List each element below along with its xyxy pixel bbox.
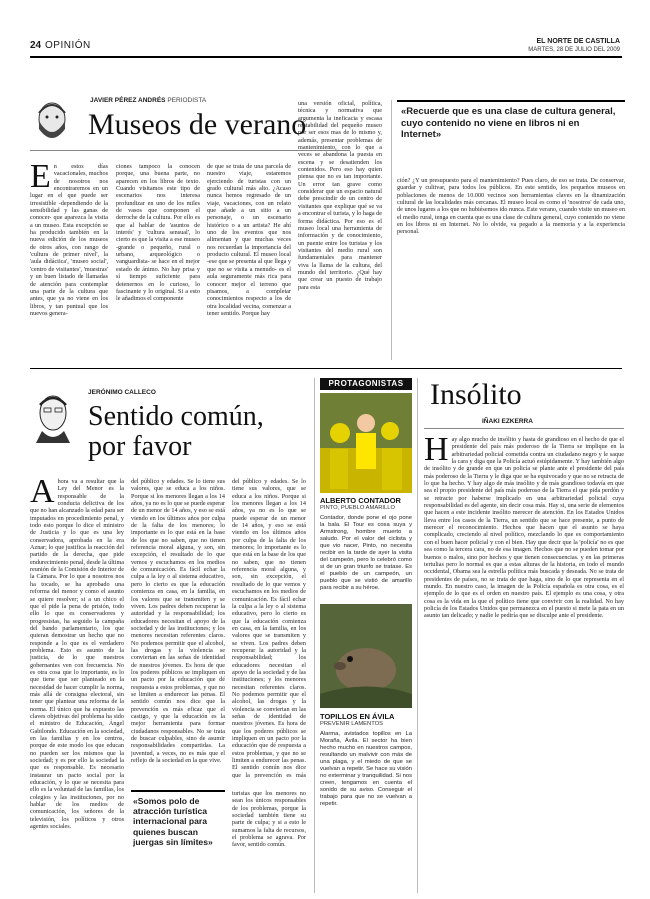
article-column-text: n estos días vacacionales, muchos de nosotros nos encontraremos en un lugar en el que puede ser irresistible -dependiendo de la sensibilidad y las ganas de conocer- que aparezca la visita a un museo. Esta excepción se ha producido también en la nueva edición de los museos de otros años, con rango de 'cultura de primer nivel', la 'aula didáctica', 'museo social', 'centro de visitantes', 'muestras' y un buen listado de llamadas de atención para contemplar una parte de la cultura que antes, que ya no viene en los libros, y tan puntual que los nuevos genera- [30, 163, 108, 317]
column-divider [417, 378, 418, 893]
article-column [424, 436, 624, 891]
article-column: ción? ¿Y un presupuesto para el mantenimiento? Pues claro, de eso se trata. De conservar, guardar y cultivar, para todos los públicos. En este sentido, los pequeños museos en poblaciones de menos de 10.000 vecinos son herramientas claves en la dinamización cultural de las localidades más cercanas. El museo local es como el 'nosotros' de cada uno, de unos lugares a los que no hubiésemos ido nunca. Este verano, cuando visite un museo en el medio rural, tenga en cuenta que es una clase de cultura general, cuyo contenido no viene en los libros ni en Internet. No lo olvide, va pegado a la memoria y a la experiencia personal. [397, 177, 625, 236]
page-number: 24 [30, 40, 42, 51]
author-name-text: JAVIER PÉREZ ANDRÉS [90, 97, 166, 104]
article-column [30, 163, 108, 361]
section-label: OPINIÓN [45, 40, 91, 51]
newspaper-name: EL NORTE DE CASTILLA [536, 38, 620, 45]
pull-quote: «Somos polo de atracción turística internacional para quienes buscan juergas sin límites» [133, 796, 223, 847]
header-rule [30, 56, 622, 58]
protagonistas-banner: PROTAGONISTAS [320, 378, 412, 390]
portrait-sketch-icon [30, 95, 74, 147]
article-title: Insólito [430, 378, 522, 411]
protagonist-name: ALBERTO CONTADOR [320, 496, 401, 505]
article-title [88, 402, 264, 462]
dropcap: A [30, 478, 55, 510]
dropcap: H [424, 436, 449, 468]
portrait-sketch-icon [30, 387, 76, 443]
article-title: Museos de verano [88, 108, 307, 141]
pull-quote-box [131, 790, 225, 890]
photo-topillo [320, 604, 412, 708]
title-underline [424, 428, 624, 429]
article-column: una versión oficial, política, técnica y normativa que argumenta la ineficacia y escasa rentabilidad del pequeño museo por ser esos mas de lo mismo y, además, presentar problemas de mantenimiento, con lo que a veces se abandona la puesta en escena y se desatienden los contenidos. Pero eso hay quien piensa que no es tan importante. Un error tan grave como considerar que un espacio natural debe prescindir de un centro de visitantes que explique qué se va a encontrar el turista, y lo haga de forma didáctica. Por eso es el museo local una herramienta de información y de conocimiento, un puente entre los turistas y los visitantes del medio rural son fundamentales para mantener viva la llama de la cultura, del mundo del territorio. ¿Qué hay que crear un puesto de trabajo para esta [298, 100, 382, 291]
author-name [90, 97, 206, 104]
vole-photo-icon [320, 604, 412, 708]
column-divider [314, 378, 315, 893]
title-line: por favor [88, 431, 192, 462]
cyclist-photo-icon [320, 393, 412, 493]
author-portrait-jc [30, 387, 76, 443]
article-column: del público y edades. Se lo tiene sus valores, que se educa a los niños. Porque si los menores llegan a los 14 años, ya no es lo que se puede esperar de un menor de 14 años, y eso se está viendo en los últimos años por culpa de la falta de los menores; lo importante es lo que está en la base de los que no saben, que no tienen referencia moral alguna, y son, sin excepción, el resultado de lo que vemos y escuchamos en los medios de comunicación. Es fácil echar la culpa a la ley o al sistema educativo, pero lo cierto es que la educación comienza en casa, en la familia, en los valores que se transmiten y se viven. Los padres deben recuperar la autoridad y la responsabilidad; los educadores necesitan el apoyo de la sociedad y de las instituciones; y los menores necesitan referentes claros. No podemos permitir que el alcohol, las drogas y la violencia se conviertan en las señas de identidad de nuestros jóvenes. Es hora de que los poderes públicos se impliquen en un pacto por la educación que dé respuesta a estos problemas, y que no se limiten a endurecer las penas. El sentido común nos dice que la prevención es más eficaz que el castigo, y que la educación es la mejor herramienta para formar ciudadanos responsables. No se trata de buscar culpables, sino de asumir responsabilidades compartidas. La juventud, a veces, no es más que el reflejo de la sociedad en la que vive. [131, 478, 225, 765]
dropcap: E [30, 163, 51, 195]
protagonist-text: Alarma, avistados topillos en La Moraña, Ávila. El sector ha bien hecho mucho en nuestros campos, resultando un malvivir con más de una plaga, y el miedo de que se vuelvan a repetir. Se hace su visión no exterminar y tranquilidad. Si nos creen, tengamos en cuenta el sonido de su aviso. Conseguir el trabajo para que no se vuelvan a repetir. [320, 731, 412, 807]
article-column-text: hora va a resultar que la Ley del Menor es la responsable de la conducta delictiva de los que no han alcanzado la edad para ser imputados en procedimiento penal, y todo esto porque lo dice el ministro de Justicia y lo que es una ley conservadora, aprobada en la era Aznar; lo que justifica la reacción del partido de la derecha, que pide endurecimiento penal, desde la última reunión de la Comisión de Interior de la Cámara. Por lo que a nosotros nos ha tocado, se ha aprobado una reforma del menor y como el asunto se quiere resolver; si a un chico el que el pide la pena de prisión, todo ello lo que es conservadores y progresistas, ha seguido la campaña del bando parlamentario, los que quieran demostrar un hecho que no responde a lo que es el verdadero problema. Esto es asunto de la justicia, de lo que nuestros gobernantes ven con frecuencia. No es otra cosa que lo importante, es lo que tiene que ser planteado en la necesidad de hacer cumplir la norma, más allá de consigna electoral, sin tener que plantear una reforma de la norma. El único que ha expuesto las claves objetivas del problema ha sido el ministro de Educación, Ángel Gabilondo. Educación en la sociedad, en las familias y en los centros, porque de este modo los que educan no pueden ser los mismos que la sociedad; y es por ello la sociedad la que es responsable. Es necesario instaurar un pacto social por la educación, y lo que se necesita para ello es la voluntad de las familias, los colegios y las instituciones, por no hablar de los medios de comunicación, los señores de la televisión, los políticos y otros agentes sociales. [30, 478, 124, 831]
article-column: ciones tampoco la conocen porque, una buena parte, no aparecen en los libros de texto. Cuando visitamos este tipo de escenarios nos interesa profundizar en uno de los miles de vasos que componen el derroche de la cultura. Por ello es que al hablar de 'asuntos de interés' y 'cultura sensual', lo cierto es que la visita a ese museo -grande o pequeño, rural o urbano, arqueológico o vanguardista- se hace en el mejor estado de ánimo. No hay prisa y sí tiempo suficiente para detenernos en lo curioso, lo fascinante y lo original. Si a esto le añadimos el componente [116, 163, 200, 303]
author-role: PERIODISTA [167, 97, 207, 104]
column-divider [391, 100, 392, 360]
article-column-filler: del público y edades. Se lo tiene sus valores, que se educa a los niños. Porque si los menores llegan a los 14 años, ya no es lo que se puede esperar de un menor de 14 años, y eso se está viendo en los últimos años por culpa de la falta de los menores; lo importante es lo que está en la base de los que no saben, que no tienen referencia moral alguna, y son, sin excepción, el resultado de lo que vemos y escuchamos en los medios de comunicación. Es fácil echar la culpa a la ley o al sistema educativo, pero lo cierto es que la educación comienza en casa, en la familia, en los valores que se transmiten y se viven. Los padres deben recuperar la autoridad y la responsabilidad; los educadores necesitan el apoyo de la sociedad y de las instituciones; y los menores necesitan referentes claros. No podemos permitir que el alcohol, las drogas y la violencia se conviertan en las señas de identidad de nuestros jóvenes. Es hora de que los poderes públicos se impliquen en un pacto por la educación que dé respuesta a estos problemas, y que no se limiten a endurecer las penas. El sentido común nos dice que la prevención es más [232, 478, 306, 778]
section-rule [30, 368, 622, 369]
protagonist-subtitle: PREVENIR LAMENTOS [320, 721, 384, 727]
photo-contador [320, 393, 412, 493]
issue-date: MARTES, 28 DE JULIO DEL 2009 [528, 47, 620, 53]
author-portrait-jpa [30, 95, 74, 147]
pull-quote-box [397, 100, 625, 174]
article-column-text: ay algo mucho de insólito y hasta de grandioso en el hecho de que el presidente del país más poderoso de la Tierra se implique en la arbitrariedad policial cometida contra un ciudadano negro y le saque la cara y diga que la Policía actuó estúpidamente. Y hay también algo de insólito y de grande en que un policía se plante ante el presidente del país más poderoso de la Tierra y le diga que se ha equivocado y que no se retracta de lo que ha hecho. Y hay algo de más insólito y de más grandioso todavía en que sea el propio presidente del país más poderoso de la Tierra el que pida perdón y se retracte por haberse implicado en una arbitrariedad policial cuya responsabilidad es del agente, sin decir cosa más. Hay si, una serie de elementos que hacen a este incidente insólito merecer de atención. En los Estados Unidos lleva entre los casos de la Tierra, un sentido que se hace presente, a punto de merecer el reconocimiento. Hechos que hacen que el asunto se haya complicado, creciendo al nivel político, mezclando lo que es comportamiento con el buen hacer policial y con el bien. Hay que decir que la 'policía' no es que sea como la tercera cara, no de esa imagen. Hechos que no se pueden tomar por buenos o malos, sino por hechos y que tienen consecuencias. [424, 436, 624, 561]
protagonist-text: Contador, donde pone el ojo pone la bala. El Tour es cosa suya y Armstrong, hombre muerto a saludo. Por el valor del ciclista y que vio nacer, Pinto, no necesita recibir en la tarde de ayer la visita del campeón, pero lo celebró como si de un gran triunfo se tratase. Es el pueblo de un campeón, un pueblo que se vistió de amarillo para recibir a su héroe. [320, 515, 412, 591]
pull-quote: «Recuerde que es una clase de cultura general, cuyo contenido no viene en libros ni en Internet» [401, 106, 616, 140]
article-column: turistas que los menores no sean los únicos responsables de los problemas, porque la sociedad también tiene su parte de culpa; y si a esto le sumamos la falta de recursos, el problema se agrava. Por favor, sentido común. [232, 790, 306, 849]
protagonist-subtitle: PINTO, PUEBLO AMARILLO [320, 505, 395, 511]
title-line: Sentido común, [88, 401, 264, 432]
author-name: JERÓNIMO CALLECO [88, 389, 156, 396]
author-name: IÑAKI EZKERRA [482, 418, 533, 425]
protagonist-name: TOPILLOS EN ÁVILA [320, 712, 395, 721]
article-column: de que se trata de una parcela de nuestro viaje, estaremos ejerciendo de turistas con un grado cultural más alto. ¿Acaso nunca hemos regresado de un viaje, vacaciones, con un relato que añade a un sitio a un personaje, o un escenario histórico o a un artista? He ahí uno de los eventos que nos alimentan y que muchas veces nos recuerdan la importancia del producto cultural. El museo local -ese que se presenta al que llega y que no se visita a menudo- es el aula seguramente más rica para conocer mejor el terreno que pisamos, a completar conocimientos respecto a los de otra localidad vecina, comenzar a tener sentido. Porque hay [207, 163, 291, 317]
article-column [30, 478, 124, 893]
article-column-text: y en las primeras tertulias pero lo normal es que a estas alturas de la historia, en todo el mundo occidental, Obama sea la estrella política más buscada y deseada. No se trata de presidentes de países, no se trata de que haga, sino de lo que representa en el mundo. En nuestro caso, la imagen de la Policía española es otra cosa, es el ejemplo de lo que es el orden en nuestro país. El ejemplo es una cosa, y otra cosa es la vida en la que el político tiene que convivir con la realidad. No hay policía de los Estados Unidos que permanezca en el puesto si mete la pata en un asunto tan delicado; y nadie le pediría que se disculpe ante el presidente. [424, 553, 624, 620]
